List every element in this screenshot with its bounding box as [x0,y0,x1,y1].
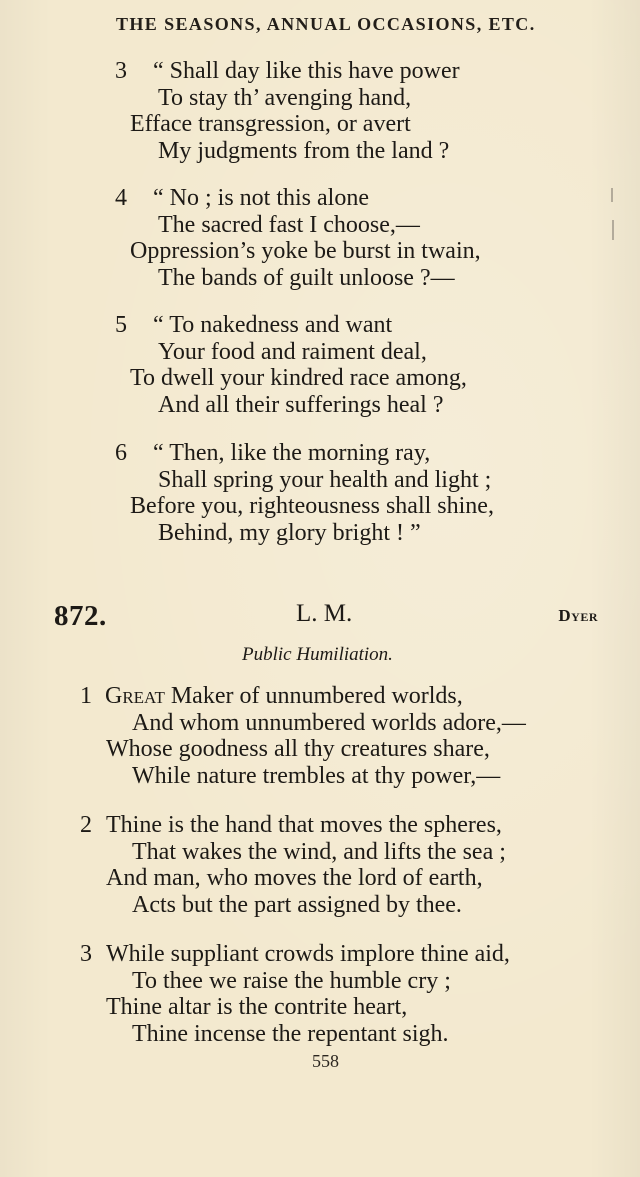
stanza-line: Whose goodness all thy creatures share, [106,736,490,762]
stanza-line: And all their sufferings heal ? [158,391,444,418]
hymn-stanza-3 [80,941,510,1047]
stanza-number: 3 [80,941,92,967]
stanza-line: Acts but the part assigned by thee. [132,891,462,918]
stanza-line: “ To nakedness and want [153,312,393,338]
stanza-line: To thee we raise the humble cry ; [132,967,451,994]
stanza-line: And whom unnumbered worlds adore,— [132,709,526,736]
stanza-line: “ Shall day like this have power [153,58,460,84]
stanza-line [80,683,526,710]
stanza-line: “ No ; is not this alone [153,185,369,211]
prev-stanza-6 [115,440,494,546]
stanza-number: 3 [115,58,127,84]
stanza-number: 1 [80,683,92,709]
stanza-line: Oppression’s yoke be burst in twain, [130,238,481,264]
running-head: THE SEASONS, ANNUAL OCCASIONS, ETC. [116,14,536,34]
stanza-line: Efface transgression, or avert [130,111,411,137]
prev-stanza-3 [115,58,460,164]
hymn-subtitle: Public Humiliation. [242,644,393,665]
prev-stanza-5 [115,312,467,418]
stanza-line: My judgments from the land ? [158,137,450,164]
hymn-number: 872. [54,600,107,632]
stanza-line: And man, who moves the lord of earth, [106,865,483,891]
stanza-line: Before you, righteousness shall shine, [130,493,494,519]
stanza-line: Thine is the hand that moves the spheres, [106,812,502,838]
hymn-meter: L. M. [296,600,353,627]
stanza-first-word: Great [105,683,165,709]
stanza-line: Thine altar is the contrite heart, [106,994,408,1020]
stanza-line: Your food and raiment deal, [158,338,427,365]
stanza-line: While nature trembles at thy power,— [132,762,501,789]
stanza-line: The sacred fast I choose,— [158,211,420,238]
stanza-line: Thine incense the repentant sigh. [132,1020,449,1047]
stanza-number: 6 [115,440,127,466]
prev-stanza-4 [115,185,481,291]
stanza-line: Shall spring your health and light ; [158,466,492,493]
stanza-line: While suppliant crowds implore thine aid, [106,941,510,967]
stanza-line: “ Then, like the morning ray, [153,440,431,466]
hymn-stanza-2 [80,812,506,918]
stanza-number: 5 [115,312,127,338]
stanza-number: 4 [115,185,127,211]
stanza-line: To stay th’ avenging hand, [158,84,412,111]
hymn-composer: Dyer [558,606,598,625]
stanza-line: That wakes the wind, and lifts the sea ; [132,838,506,865]
stanza-line: To dwell your kindred race among, [130,365,467,391]
margin-mark [611,188,613,202]
stanza-line-rest: Maker of unnumbered worlds, [164,683,463,709]
stanza-number: 2 [80,812,92,838]
hymn-stanza-1 [80,683,526,789]
stanza-line: The bands of guilt unloose ?— [158,264,455,291]
margin-mark [612,220,614,240]
stanza-line: Behind, my glory bright ! ” [158,519,421,546]
page-number: 558 [312,1051,339,1071]
hymn-header [0,600,640,636]
